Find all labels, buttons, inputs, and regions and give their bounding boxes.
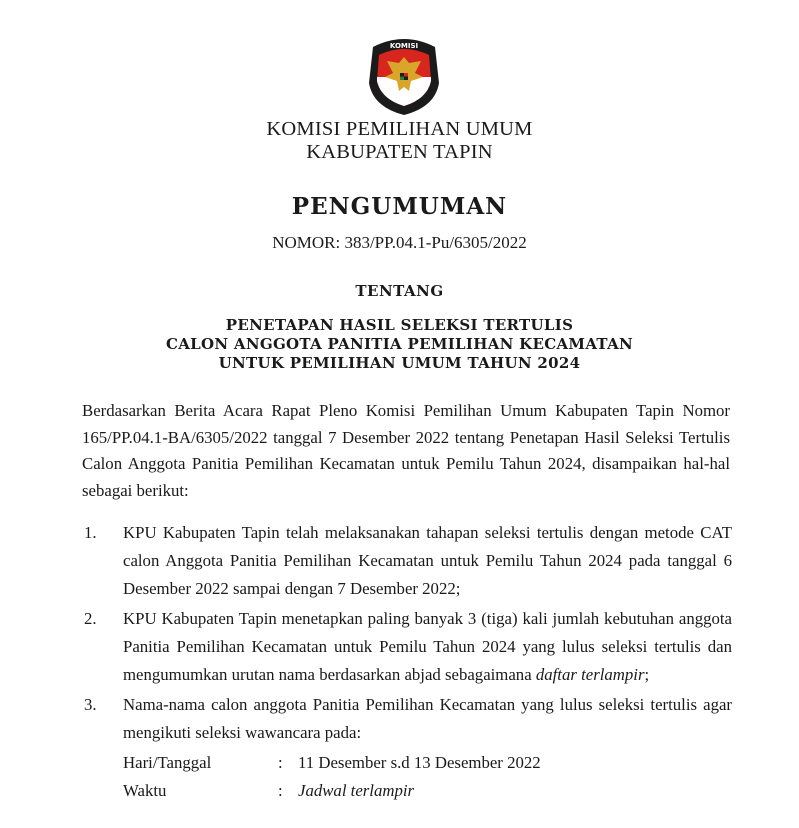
subject-line-2: CALON ANGGOTA PANITIA PEMILIHAN KECAMATAN [165,335,634,353]
schedule-label: Hari/Tanggal [123,753,212,772]
list-item-text: Nama-nama calon anggota Panitia Pemilihan Kecamatan yang lulus seleksi tertulis agar mengikuti seleksi wawancara pada: [123,695,732,742]
list-item-text-end: ; [644,665,650,684]
list-item-number: 1. [84,523,97,542]
schedule-row [80,777,732,805]
list-item-italic-text: daftar terlampir [535,665,645,684]
logo-text-top: KOMISI [389,42,419,50]
schedule-colon: : [278,781,283,800]
about-label: TENTANG [355,282,444,300]
schedule-value: 11 Desember s.d 13 Desember 2022 [298,753,541,772]
document-title: PENGUMUMAN [291,193,508,220]
list-item-number: 3. [84,695,97,714]
list-item-text: KPU Kabupaten Tapin telah melaksanakan tahapan seleksi tertulis dengan metode CAT calon Anggota Panitia Pemilihan Kecamatan untuk Pemilu Tahun 2024 pada tanggal 6 Desember 2022 sampai dengan 7 Desember 2022; [123,523,732,598]
list-item [80,605,732,689]
org-name-line2: KABUPATEN TAPIN [306,141,493,163]
schedule-row [80,749,732,777]
subject-line-1: PENETAPAN HASIL SELEKSI TERTULIS [225,316,574,334]
document-number: NOMOR: 383/PP.04.1-Pu/6305/2022 [272,233,527,252]
org-name-line1: KOMISI PEMILIHAN UMUM [266,118,533,140]
list-item-text: KPU Kabupaten Tapin menetapkan paling banyak 3 (tiga) kali jumlah kebutuhan anggota Panitia Pemilihan Kecamatan untuk Pemilu Tahun 2024 yang lulus seleksi tertulis dan mengumumkan urutan nama berdasarkan abjad sebagaimana [123,609,732,684]
schedule-value: Jadwal terlampir [298,781,415,800]
list-item [80,691,732,747]
subject-line-3: UNTUK PEMILIHAN UMUM TAHUN 2024 [218,354,581,372]
list-item-number: 2. [84,609,97,628]
schedule-label: Waktu [123,781,167,800]
kpu-logo [365,33,443,117]
schedule-colon: : [278,753,283,772]
numbered-list [80,519,732,805]
list-item [80,519,732,603]
intro-paragraph: Berdasarkan Berita Acara Rapat Pleno Komisi Pemilihan Umum Kabupaten Tapin Nomor 165/PP.04.1-BA/6305/2022 tanggal 7 Desember 2022 tentang Penetapan Hasil Seleksi Tertulis Calon Anggota Panitia Pemilihan Kecamatan untuk Pemilu Tahun 2024, disampaikan hal-hal sebagai berikut: [82,401,730,500]
kpu-emblem-icon [365,33,443,117]
